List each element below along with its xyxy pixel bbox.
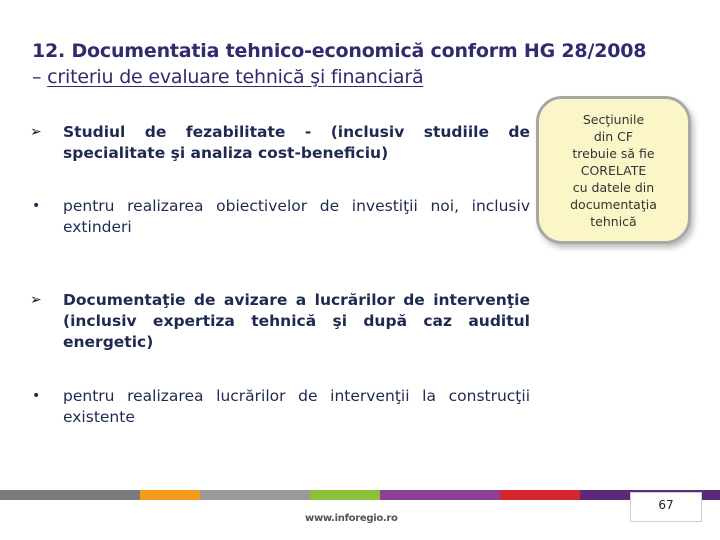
footer-bar-segment: [0, 490, 140, 500]
page-number: 67: [630, 492, 702, 522]
dot-bullet-icon: •: [32, 198, 41, 214]
bullet-existing-constructions: [30, 386, 530, 428]
bullet-intervention-documentation: [30, 290, 530, 353]
footer-color-bar: [0, 490, 720, 500]
bullet-text: pentru realizarea lucrărilor de intervenţii la construcţii existente: [63, 387, 530, 426]
bullet-text: Studiul de fezabilitate - (inclusiv studiile de specialitate şi analiza cost-beneficiu): [63, 123, 530, 162]
arrow-bullet-icon: ➢: [30, 292, 42, 308]
title-dash: –: [32, 66, 48, 88]
footer-bar-segment: [380, 490, 500, 500]
footer-url: www.inforegio.ro: [305, 513, 398, 524]
bullet-text: pentru realizarea obiectivelor de investiţii noi, inclusiv extinderi: [63, 197, 530, 236]
note-line: tehnică: [590, 213, 637, 229]
title-subtitle: criteriu de evaluare tehnică şi financiară: [47, 66, 424, 88]
callout-note: [536, 96, 691, 244]
note-line: documentaţia: [570, 196, 657, 212]
bullet-text: Documentaţie de avizare a lucrărilor de intervenţie (inclusiv expertiza tehnică şi după caz auditul energetic): [63, 291, 530, 351]
footer-bar-segment: [140, 490, 200, 500]
note-line: CORELATE: [580, 162, 647, 178]
footer-bar-segment: [310, 490, 380, 500]
note-line: trebuie să fie: [572, 145, 655, 161]
title-line-1: 12. Documentatia tehnico-economică conform HG 28/2008: [32, 40, 647, 62]
slide-title: [32, 38, 702, 90]
dot-bullet-icon: •: [32, 388, 41, 404]
bullet-new-investments: [30, 196, 530, 238]
footer-bar-segment: [500, 490, 580, 500]
footer-bar-segment: [200, 490, 310, 500]
bullet-feasibility-study: [30, 122, 530, 164]
note-line: din CF: [593, 128, 634, 144]
title-line-2: [32, 64, 702, 90]
note-line: Secţiunile: [582, 111, 645, 127]
note-line: cu datele din: [572, 179, 655, 195]
arrow-bullet-icon: ➢: [30, 124, 42, 140]
